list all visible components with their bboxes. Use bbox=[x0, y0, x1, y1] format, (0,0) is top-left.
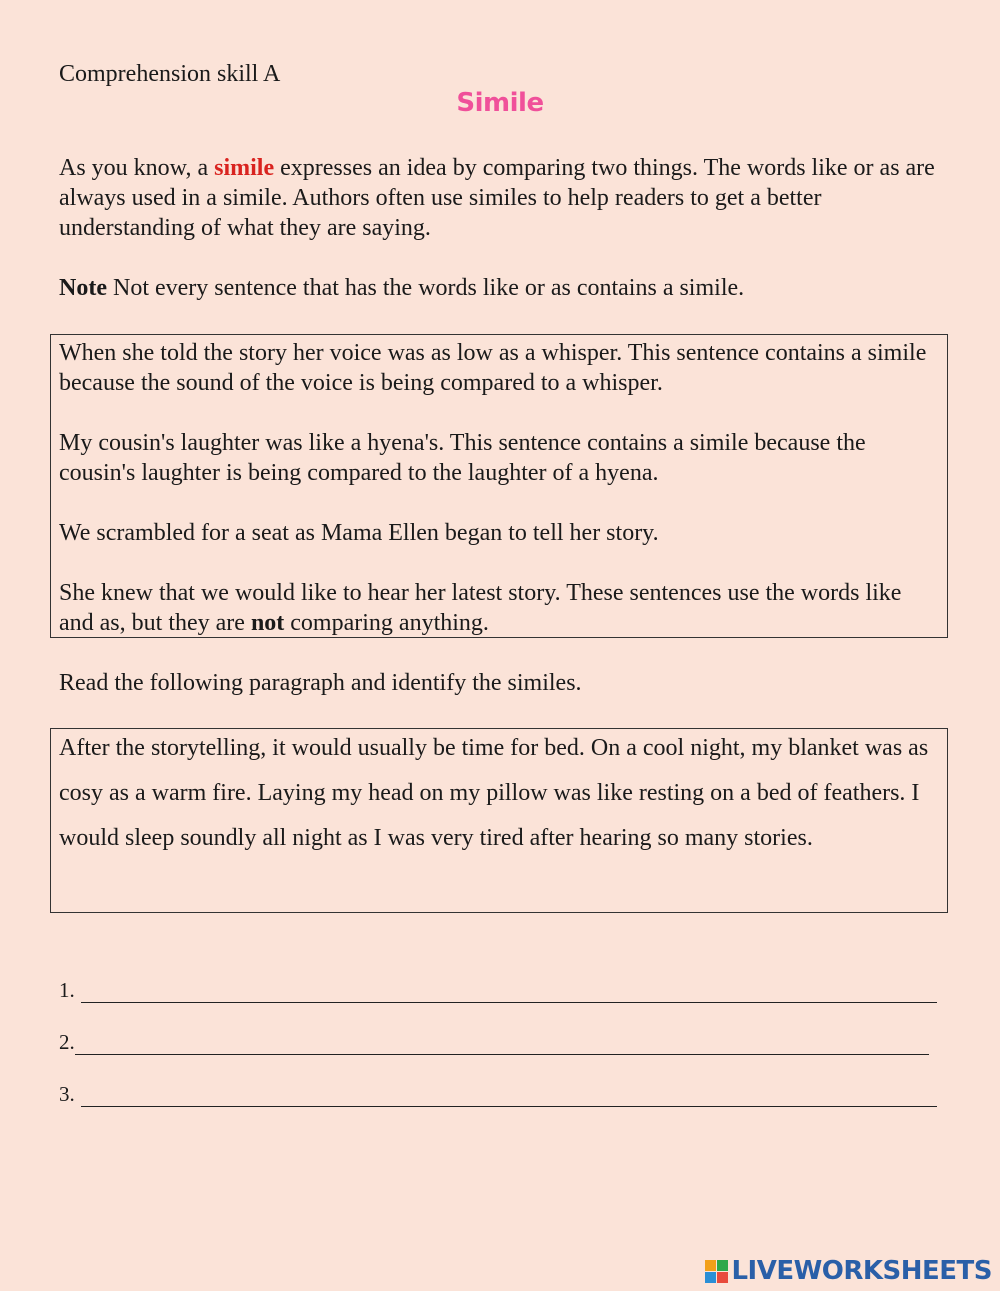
answer-row-1 bbox=[59, 978, 937, 1003]
liveworksheets-logo-icon bbox=[705, 1260, 728, 1283]
note-line bbox=[59, 273, 744, 303]
answer-field-2[interactable] bbox=[75, 1034, 929, 1055]
example-paragraph-1: When she told the story her voice was as low as a whisper. This sentence contains a simile because the sound of the voice is being compared to a whisper. bbox=[59, 340, 927, 396]
intro-text-after: expresses an idea by comparing two things. The words like or as are always used in a simile. Authors often use similes to help readers to get a better understanding of what they are saying. bbox=[59, 155, 935, 241]
story-paragraph-box bbox=[50, 728, 948, 913]
logo-square-2 bbox=[717, 1260, 728, 1271]
example-4-bold: not bbox=[250, 610, 285, 636]
answer-number-3: 3. bbox=[59, 1082, 75, 1106]
example-paragraph-3: We scrambled for a seat as Mama Ellen began to tell her story. bbox=[59, 520, 659, 546]
page-title: Simile bbox=[456, 88, 544, 118]
answer-field-1[interactable] bbox=[81, 982, 937, 1003]
example-paragraph-4 bbox=[59, 578, 939, 638]
examples-box bbox=[50, 334, 948, 638]
logo-square-3 bbox=[705, 1272, 716, 1283]
answer-number-2: 2. bbox=[59, 1030, 75, 1054]
note-label: Note bbox=[59, 275, 107, 301]
answer-number-1: 1. bbox=[59, 978, 75, 1002]
logo-square-1 bbox=[705, 1260, 716, 1271]
intro-paragraph bbox=[59, 153, 939, 243]
subject-label: Comprehension skill A bbox=[59, 61, 281, 87]
note-text: Not every sentence that has the words like or as contains a simile. bbox=[106, 275, 745, 301]
liveworksheets-logo[interactable] bbox=[705, 1256, 992, 1286]
intro-highlight: simile bbox=[214, 155, 275, 181]
example-4-before: She knew that we would like to hear her latest story. These sentences use the words like and as, but they are bbox=[59, 580, 902, 636]
answer-row-2 bbox=[59, 1030, 929, 1055]
answer-row-3 bbox=[59, 1082, 937, 1107]
logo-square-4 bbox=[717, 1272, 728, 1283]
instruction-text: Read the following paragraph and identify the similes. bbox=[59, 670, 582, 696]
answer-field-3[interactable] bbox=[81, 1086, 937, 1107]
logo-text: LIVEWORKSHEETS bbox=[731, 1256, 992, 1286]
intro-text-before: As you know, a bbox=[59, 155, 215, 181]
story-paragraph: After the storytelling, it would usually be time for bed. On a cool night, my blanket was as cosy as a warm fire. Laying my head on my pillow was like resting on a bed of feathers. I would sleep soundly all night as I was very tired after hearing so many stories. bbox=[59, 735, 929, 851]
example-4-after: comparing anything. bbox=[284, 610, 489, 636]
example-paragraph-2: My cousin's laughter was like a hyena's. This sentence contains a simile because the cousin's laughter is being compared to the laughter of a hyena. bbox=[59, 430, 866, 486]
